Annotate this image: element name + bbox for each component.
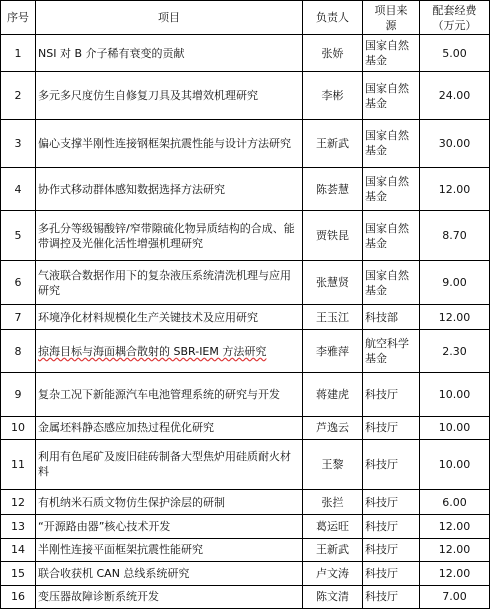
- cell-funding: 8.70: [420, 211, 490, 261]
- cell-item: 协作式移动群体感知数据选择方法研究: [36, 167, 303, 211]
- cell-funding: 9.00: [420, 261, 490, 305]
- cell-person: 陈文清: [303, 585, 363, 608]
- table-row: [1, 261, 490, 305]
- cell-person: 蒋建虎: [303, 372, 363, 416]
- cell-no: 5: [1, 211, 36, 261]
- table-row: [1, 211, 490, 261]
- cell-no: 10: [1, 416, 36, 439]
- table-row: [1, 515, 490, 538]
- cell-person: 张慧贤: [303, 261, 363, 305]
- cell-person: 王新武: [303, 120, 363, 168]
- cell-no: 6: [1, 261, 36, 305]
- table-row: [1, 72, 490, 120]
- cell-person: 李雅萍: [303, 330, 363, 373]
- table-row: [1, 489, 490, 515]
- cell-no: 3: [1, 120, 36, 168]
- cell-source: 科技厅: [363, 372, 420, 416]
- table-row: [1, 330, 490, 373]
- cell-person: 王黎: [303, 439, 363, 489]
- cell-funding: 12.00: [420, 515, 490, 538]
- cell-no: 8: [1, 330, 36, 373]
- table-row: [1, 304, 490, 330]
- cell-funding: 6.00: [420, 489, 490, 515]
- cell-funding: 12.00: [420, 562, 490, 585]
- table-row: [1, 35, 490, 72]
- cell-item: [36, 330, 303, 373]
- cell-no: 9: [1, 372, 36, 416]
- cell-no: 12: [1, 489, 36, 515]
- cell-funding: 10.00: [420, 372, 490, 416]
- cell-funding: 5.00: [420, 35, 490, 72]
- cell-no: 14: [1, 538, 36, 561]
- cell-person: 芦逸云: [303, 416, 363, 439]
- cell-source: 国家自然基金: [363, 261, 420, 305]
- cell-no: 1: [1, 35, 36, 72]
- header-item: 项目: [36, 1, 303, 35]
- cell-item: 气液联合数据作用下的复杂液压系统清洗机理与应用研究: [36, 261, 303, 305]
- table-row: [1, 372, 490, 416]
- table-row: [1, 585, 490, 608]
- cell-item: 利用有色尾矿及废旧硅砖制备大型焦炉用硅质耐火材料: [36, 439, 303, 489]
- table-row: [1, 416, 490, 439]
- cell-funding: 30.00: [420, 120, 490, 168]
- cell-source: 科技厅: [363, 562, 420, 585]
- header-no: 序号: [1, 1, 36, 35]
- cell-source: 科技厅: [363, 416, 420, 439]
- cell-funding: 10.00: [420, 439, 490, 489]
- cell-source: 国家自然基金: [363, 167, 420, 211]
- cell-source: 国家自然基金: [363, 211, 420, 261]
- cell-person: 张拦: [303, 489, 363, 515]
- cell-item: 环境净化材料规模化生产关键技术及应用研究: [36, 304, 303, 330]
- cell-item: 有机纳米石质文物仿生保护涂层的研制: [36, 489, 303, 515]
- cell-source: 科技厅: [363, 439, 420, 489]
- cell-source: 科技厅: [363, 538, 420, 561]
- cell-item-text: 掠海目标与海面耦合散射的 SBR-IEM 方法研究: [38, 344, 267, 358]
- cell-item: 变压器故障诊断系统开发: [36, 585, 303, 608]
- cell-no: 11: [1, 439, 36, 489]
- cell-item: 偏心支撑半刚性连接钢框架抗震性能与设计方法研究: [36, 120, 303, 168]
- header-source: 项目来 源: [363, 1, 420, 35]
- cell-no: 7: [1, 304, 36, 330]
- cell-no: 4: [1, 167, 36, 211]
- cell-person: 陈荟慧: [303, 167, 363, 211]
- cell-item: 多孔分等级锡酸锌/窄带隙硫化物异质结构的合成、能带调控及光催化活性增强机理研究: [36, 211, 303, 261]
- table-row: [1, 538, 490, 561]
- cell-funding: 7.00: [420, 585, 490, 608]
- header-person: 负责人: [303, 1, 363, 35]
- cell-source: 科技厅: [363, 515, 420, 538]
- cell-funding: 10.00: [420, 416, 490, 439]
- cell-person: 李彬: [303, 72, 363, 120]
- cell-funding: 24.00: [420, 72, 490, 120]
- cell-person: 王新武: [303, 538, 363, 561]
- header-funding: 配套经费 （万元）: [420, 1, 490, 35]
- cell-item: 半刚性连接平面框架抗震性能研究: [36, 538, 303, 561]
- cell-person: 贾铁昆: [303, 211, 363, 261]
- cell-funding: 12.00: [420, 167, 490, 211]
- cell-item: 金属坯料静态感应加热过程优化研究: [36, 416, 303, 439]
- cell-item: NSI 对 B 介子稀有衰变的贡献: [36, 35, 303, 72]
- cell-funding: 12.00: [420, 538, 490, 561]
- cell-funding: 2.30: [420, 330, 490, 373]
- table-row: [1, 439, 490, 489]
- cell-source: 国家自然基金: [363, 35, 420, 72]
- cell-source: 国家自然基金: [363, 72, 420, 120]
- table-row: [1, 120, 490, 168]
- cell-no: 2: [1, 72, 36, 120]
- cell-item: “开源路由器”核心技术开发: [36, 515, 303, 538]
- table-row: [1, 562, 490, 585]
- cell-no: 15: [1, 562, 36, 585]
- cell-source: 科技厅: [363, 585, 420, 608]
- cell-no: 16: [1, 585, 36, 608]
- cell-person: 王玉江: [303, 304, 363, 330]
- header-row: [1, 1, 490, 35]
- cell-person: 张娇: [303, 35, 363, 72]
- cell-source: 航空科学基金: [363, 330, 420, 373]
- cell-person: 葛运旺: [303, 515, 363, 538]
- cell-source: 科技厅: [363, 489, 420, 515]
- table-row: [1, 167, 490, 211]
- cell-item: 联合收获机 CAN 总线系统研究: [36, 562, 303, 585]
- cell-item: 复杂工况下新能源汽车电池管理系统的研究与开发: [36, 372, 303, 416]
- cell-person: 卢文涛: [303, 562, 363, 585]
- cell-no: 13: [1, 515, 36, 538]
- cell-source: 科技部: [363, 304, 420, 330]
- cell-item: 多元多尺度仿生自修复刀具及其增效机理研究: [36, 72, 303, 120]
- cell-source: 国家自然基金: [363, 120, 420, 168]
- cell-funding: 12.00: [420, 304, 490, 330]
